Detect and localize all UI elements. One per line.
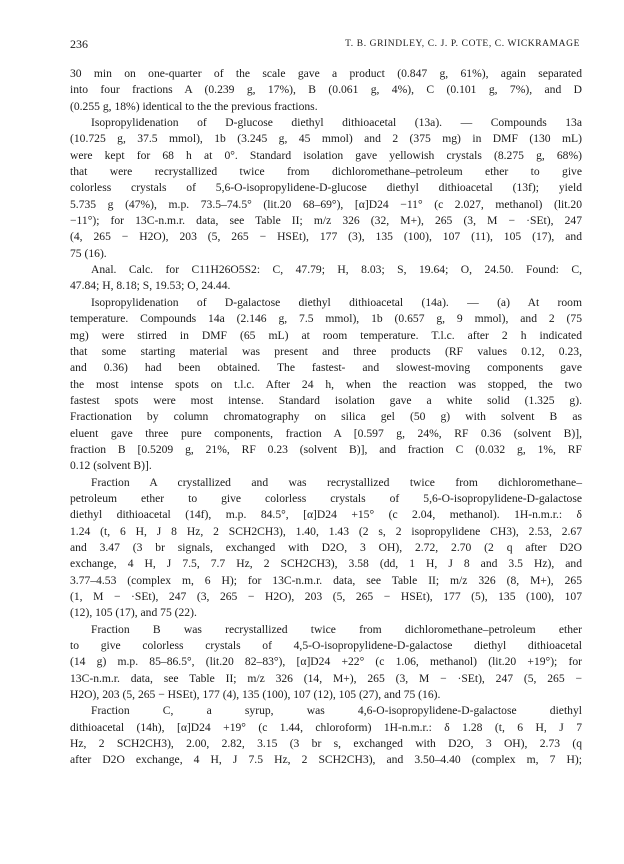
text-line: Hz, 2 SCH2CH3), 2.00, 2.82, 3.15 (3 br s, exchanged with D2O, 3 OH), 2.73 (q — [70, 737, 582, 751]
text-line: to give colorless crystals of 4,5-O-isopropylidene-D-galactose diethyl dithioacetal — [70, 639, 582, 653]
text-line: Fractionation by column chromatography on silica gel (50 g) with solvent B as — [70, 410, 582, 424]
text-line: that some starting material was present and three products (RF values 0.12, 0.23, — [70, 344, 582, 358]
body-text — [70, 66, 582, 769]
text-line: and 0.36) had been obtained. The fastest- and slowest-moving components gave — [70, 361, 582, 375]
text-line: colorless crystals of 5,6-O-isopropylidene-D-glucose diethyl dithioacetal (13f); yield — [70, 181, 582, 195]
text-line: 5.735 g (47%), m.p. 73.5–74.5° (lit.20 68–69°), [α]D24 −11° (c 2.027, methanol) (lit.20 — [70, 197, 582, 211]
text-line: mg) were stirred in DMF (65 mL) at room temperature. T.l.c. after 2 h indicated — [70, 328, 582, 342]
text-line: fastest spots were most intense. Standard isolation gave a white solid (1.325 g). — [70, 393, 582, 407]
text-line: (12), 105 (17), and 75 (22). — [70, 606, 197, 620]
text-line: −11°); for 13C-n.m.r. data, see Table II; m/z 326 (32, M+), 265 (3, M − ·SEt), 247 — [70, 214, 582, 228]
text-line: the most intense spots on t.l.c. After 24 h, when the reaction was stopped, the two — [70, 377, 582, 391]
text-line: fraction B [0.5209 g, 21%, RF 0.23 (solvent B)], and fraction C (0.032 g, 1%, RF — [70, 442, 582, 456]
text-line: eluent gave three pure components, fraction A [0.597 g, 24%, RF 0.36 (solvent B)], — [70, 426, 582, 440]
text-line: 0.12 (solvent B)]. — [70, 459, 152, 473]
text-line: Fraction C, a syrup, was 4,6-O-isopropylidene-D-galactose diethyl — [91, 704, 582, 718]
text-line: (0.255 g, 18%) identical to the the previous fractions. — [70, 99, 318, 113]
text-line: H2O), 203 (5, 265 − HSEt), 177 (4), 135 (100), 107 (12), 105 (27), and 75 (16). — [70, 688, 441, 702]
text-line: were kept for 68 h at 0°. Standard isolation gave yellowish crystals (8.275 g, 68%) — [70, 148, 582, 162]
text-line: dithioacetal (14h), [α]D24 +19° (c 1.44, chloroform) 1H-n.m.r.: δ 1.28 (t, 6 H, J 7 — [70, 720, 582, 734]
text-line: temperature. Compounds 14a (2.146 g, 7.5 mmol), 1b (0.657 g, 9 mmol), and 2 (75 — [70, 312, 582, 326]
text-line: and 3.47 (3 br signals, exchanged with D2O, 3 OH), 2.72, 2.70 (2 q after D2O — [70, 540, 582, 554]
text-line: Fraction A crystallized and was recrystallized twice from dichloromethane– — [91, 475, 582, 489]
text-line: 13C-n.m.r. data, see Table II; m/z 326 (14, M+), 265 (3, M − ·SEt), 247 (5, 265 − — [70, 671, 582, 685]
text-line: 75 (16). — [70, 246, 107, 260]
text-line: 3.77–4.53 (complex m, 6 H); for 13C-n.m.r. data, see Table II; m/z 326 (8, M+), 265 — [70, 573, 582, 587]
text-line: (14 g) m.p. 85–86.5°, (lit.20 82–83°), [α]D24 +22° (c 1.06, methanol) (lit.20 +19°); for — [70, 655, 582, 669]
page-number: 236 — [70, 37, 88, 51]
text-line: 30 min on one-quarter of the scale gave a product (0.847 g, 61%), again separated — [70, 67, 582, 80]
text-line: after D2O exchange, 4 H, J 7.5 Hz, 2 SCH2CH3), and 3.50–4.40 (complex m, 7 H); — [70, 753, 582, 767]
text-line: Isopropylidenation of D-galactose diethyl dithioacetal (14a). — (a) At room — [91, 295, 582, 309]
text-line: Anal. Calc. for C11H26O5S2: C, 47.79; H, 8.03; S, 19.64; O, 24.50. Found: C, — [91, 263, 582, 277]
text-line: diethyl dithioacetal (14f), m.p. 84.5°, [α]D24 +15° (c 2.04, methanol). 1H-n.m.r.: δ — [70, 508, 582, 522]
text-line: Isopropylidenation of D-glucose diethyl dithioacetal (13a). — Compounds 13a — [91, 116, 582, 130]
text-line: 1.24 (t, 6 H, J 8 Hz, 2 SCH2CH3), 1.40, 1.43 (2 s, 2 isopropylidene CH3), 2.53, 2.67 — [70, 524, 582, 538]
text-line: petroleum ether to give colorless crystals of 5,6-O-isopropylidene-D-galactose — [70, 491, 582, 505]
text-line: 47.84; H, 8.18; S, 19.53; O, 24.44. — [70, 279, 231, 293]
text-line: into four fractions A (0.239 g, 17%), B (0.061 g, 4%), C (0.101 g, 7%), and D — [70, 83, 582, 97]
running-head: T. B. GRINDLEY, C. J. P. COTE, C. WICKRAMAGE — [345, 39, 580, 49]
text-line: that were recrystallized twice from dichloromethane–petroleum ether to give — [70, 165, 582, 179]
text-line: (4, 265 − H2O), 203 (5, 265 − HSEt), 177 (3), 135 (100), 107 (11), 105 (17), and — [70, 230, 582, 244]
text-line: Fraction B was recrystallized twice from dichloromethane–petroleum ether — [91, 622, 582, 636]
text-line: (1, M − ·SEt), 247 (3, 265 − H2O), 203 (5, 265 − HSEt), 177 (5), 135 (100), 107 — [70, 590, 582, 603]
text-line: exchange, 4 H, J 7.5, 7.7 Hz, 2 SCH2CH3), 3.58 (dd, 1 H, J 8 and 3.5 Hz), and — [70, 557, 582, 571]
page-header — [70, 36, 580, 52]
text-line: (10.725 g, 37.5 mmol), 1b (3.245 g, 45 mmol) and 2 (375 mg) in DMF (130 mL) — [70, 132, 582, 146]
